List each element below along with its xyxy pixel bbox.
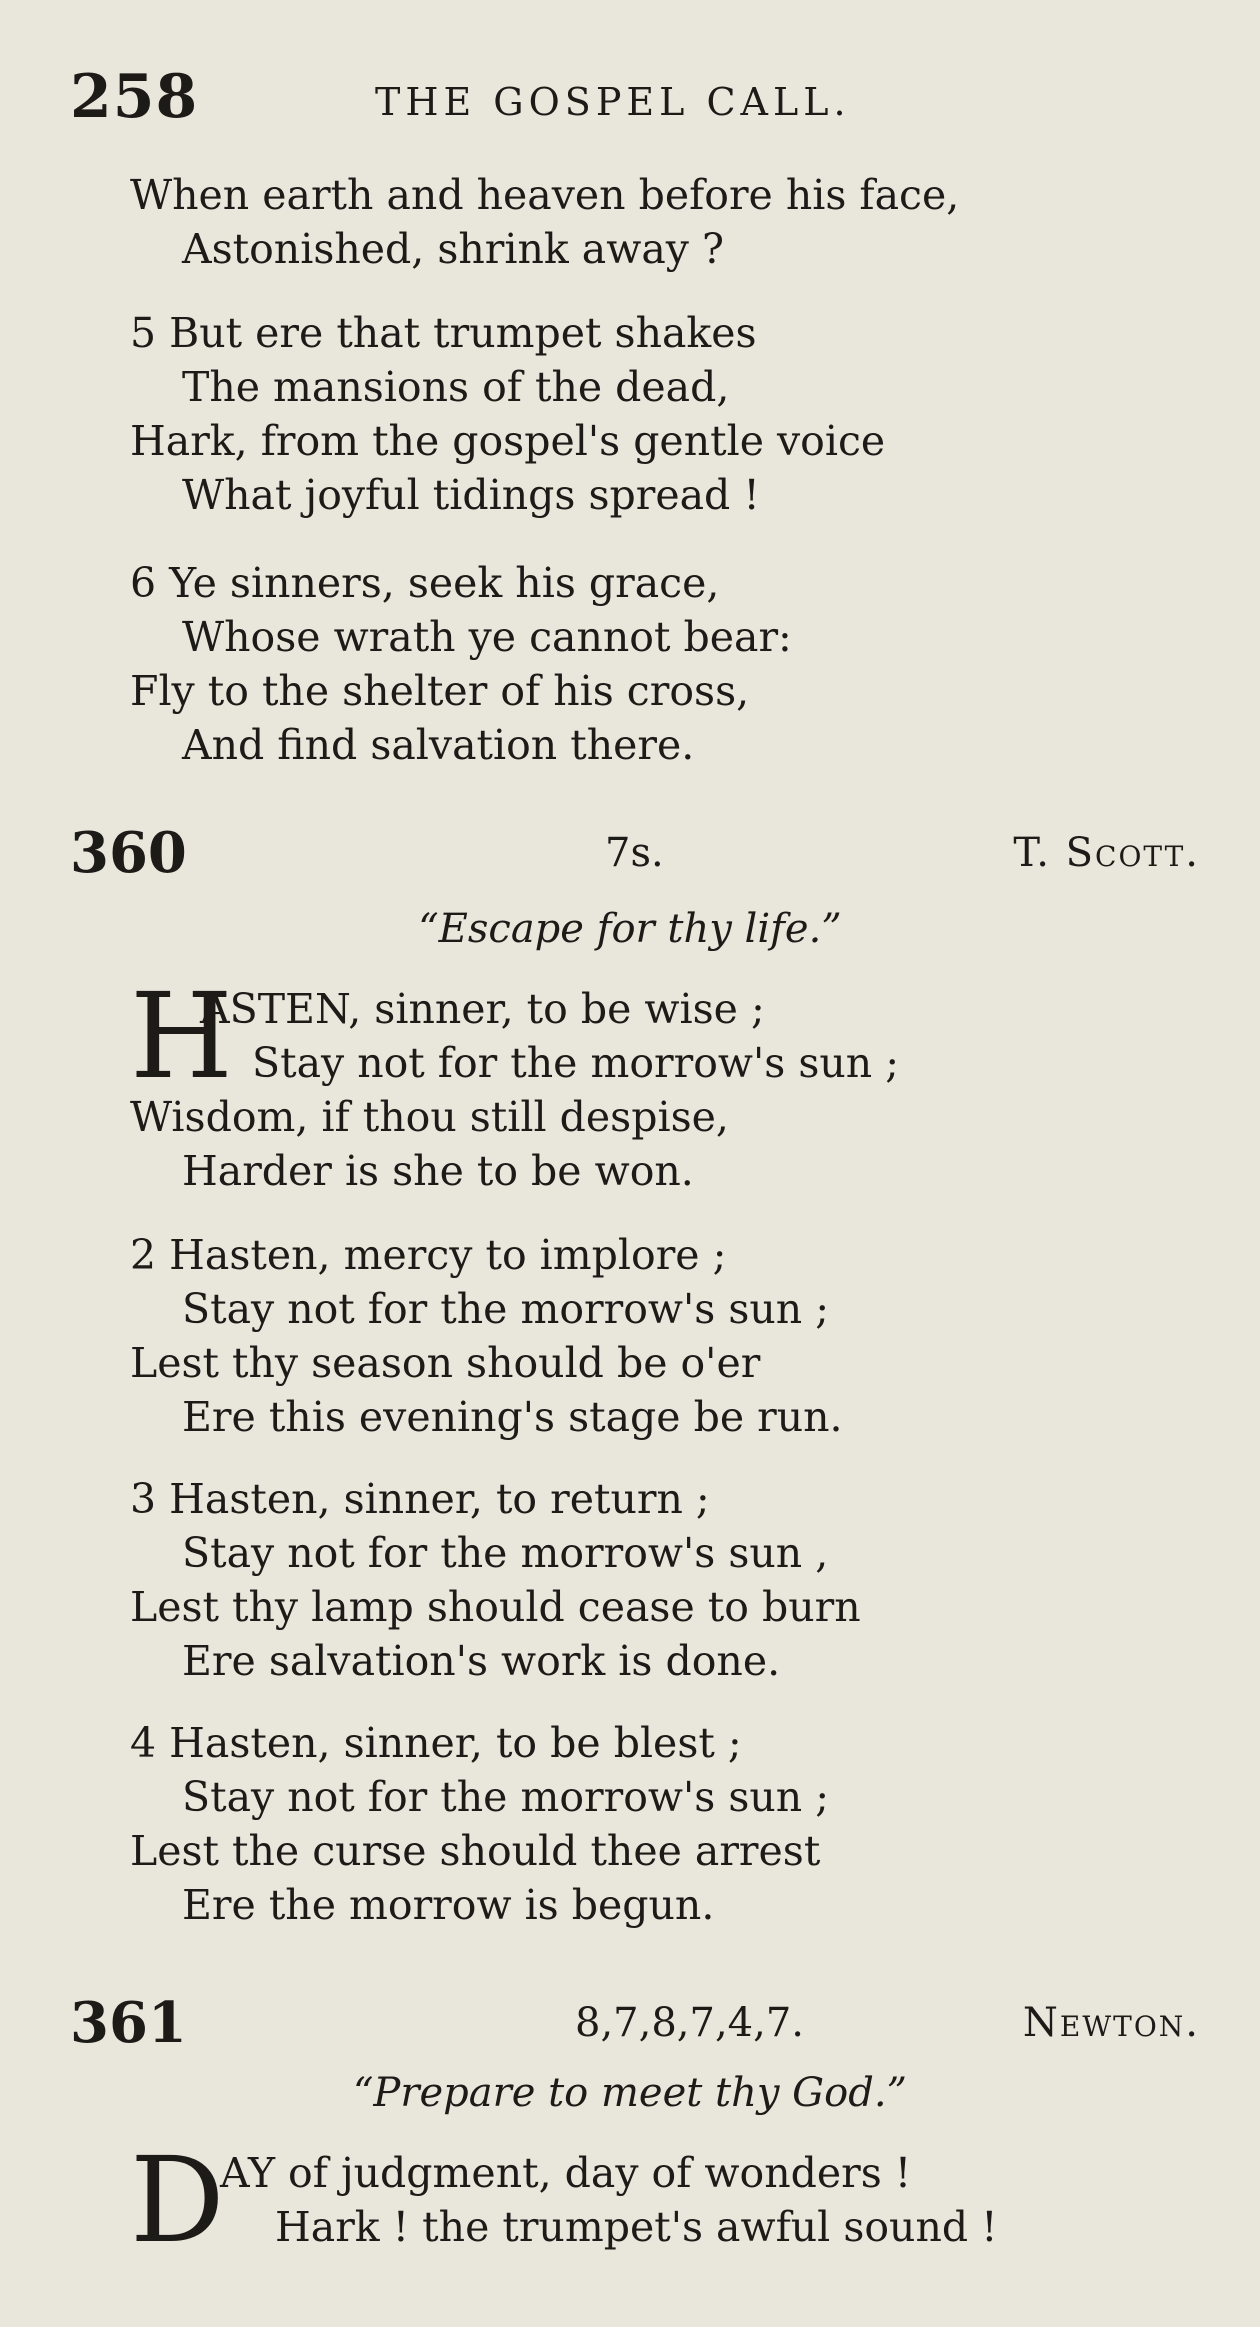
- verse-line: Stay not for the morrow's sun ;: [182, 1285, 830, 1333]
- hymn-360-stanza-2: [130, 1228, 1130, 1444]
- verse-line: Hark, from the gospel's gentle voice: [130, 417, 886, 465]
- hymn-361-epigraph: “Prepare to meet thy God.”: [352, 2070, 907, 2116]
- verse-line: When earth and heaven before his face,: [130, 171, 960, 219]
- verse-line: 4 Hasten, sinner, to be blest ;: [130, 1719, 742, 1767]
- hymn-author: Newton.: [1022, 2000, 1200, 2046]
- drop-cap: H: [130, 967, 233, 1105]
- verse-line: Wisdom, if thou still despise,: [130, 1093, 729, 1141]
- stanza-6: [130, 556, 1130, 772]
- verse-line: Ere salvation's work is done.: [182, 1637, 781, 1685]
- verse-line: Stay not for the morrow's sun ,: [182, 1529, 829, 1577]
- verse-line: Whose wrath ye cannot bear:: [182, 613, 792, 661]
- verse-line: 6 Ye sinners, seek his grace,: [130, 559, 720, 607]
- continuation-stanza: [130, 168, 1130, 276]
- verse-line: And find salvation there.: [182, 721, 695, 769]
- hymn-360-stanza-4: [130, 1716, 1130, 1932]
- verse-line: Astonished, shrink away ?: [182, 225, 724, 273]
- verse-line: Lest thy lamp should cease to burn: [130, 1583, 861, 1631]
- verse-line: Fly to the shelter of his cross,: [130, 667, 750, 715]
- stanza-5: [130, 306, 1130, 522]
- hymn-author: T. Scott.: [1013, 830, 1200, 876]
- verse-line: Ere the morrow is begun.: [182, 1881, 715, 1929]
- hymn-number: 361: [70, 1990, 187, 2056]
- hymn-number: 360: [70, 820, 187, 886]
- verse-line: ASTEN, sinner, to be wise ;: [200, 985, 765, 1033]
- verse-line: Stay not for the morrow's sun ;: [182, 1773, 830, 1821]
- verse-line: Hark ! the trumpet's awful sound !: [275, 2203, 998, 2251]
- page-number: 258: [70, 62, 199, 132]
- verse-line: Lest the curse should thee arrest: [130, 1827, 821, 1875]
- page-header: [70, 62, 1200, 142]
- hymn-meter: 8,7,8,7,4,7.: [575, 2000, 804, 2046]
- hymn-360-stanza-3: [130, 1472, 1130, 1688]
- verse-line: Lest thy season should be o'er: [130, 1339, 761, 1387]
- verse-line: Stay not for the morrow's sun ;: [252, 1039, 900, 1087]
- drop-cap: D: [130, 2131, 225, 2269]
- hymn-361-heading: [70, 1990, 1200, 2060]
- verse-line: 5 But ere that trumpet shakes: [130, 309, 757, 357]
- hymn-360-heading: [70, 820, 1200, 890]
- hymn-360-epigraph: “Escape for thy life.”: [418, 906, 842, 952]
- verse-line: 3 Hasten, sinner, to return ;: [130, 1475, 710, 1523]
- verse-line: What joyful tidings spread !: [182, 471, 760, 519]
- verse-line: Ere this evening's stage be run.: [182, 1393, 843, 1441]
- verse-line: Harder is she to be won.: [182, 1147, 694, 1195]
- running-title: THE GOSPEL CALL.: [375, 80, 851, 124]
- verse-line: 2 Hasten, mercy to implore ;: [130, 1231, 727, 1279]
- verse-line: AY of judgment, day of wonders !: [220, 2149, 912, 2197]
- hymn-meter: 7s.: [605, 830, 664, 876]
- verse-line: The mansions of the dead,: [182, 363, 730, 411]
